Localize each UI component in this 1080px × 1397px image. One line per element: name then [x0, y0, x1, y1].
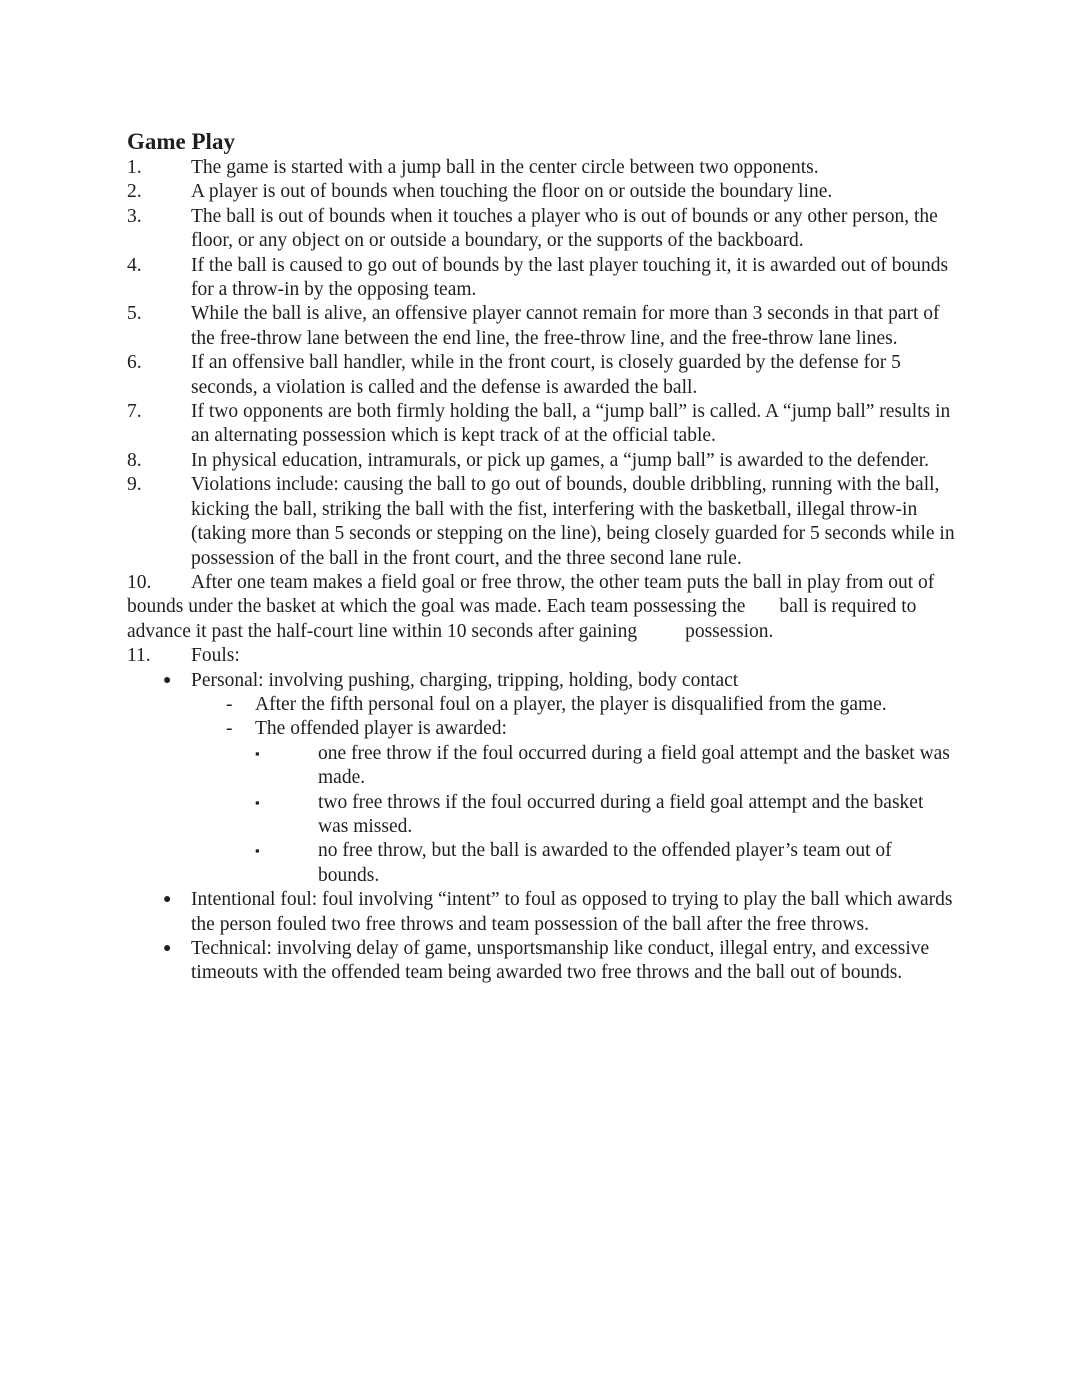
rule-number: 7.: [127, 401, 142, 423]
rule-number: 4.: [127, 254, 142, 276]
foul-bullet: [163, 888, 957, 937]
rule-number: 10.: [127, 571, 152, 593]
dash-icon: -: [226, 693, 233, 715]
rule-item-11: [127, 644, 957, 668]
sub-bullet-text: After the fifth personal foul on a player, the player is disqualified from the game.: [255, 693, 887, 715]
document-page: [127, 128, 957, 986]
foul-technical-text: Technical: involving delay of game, unsportsmanship like conduct, illegal entry, and excessive timeouts with the offended team being awarded two free throws and the ball out of bounds.: [191, 938, 930, 984]
award-text: no free throw, but the ball is awarded to the offended player’s team out of bounds.: [318, 840, 892, 886]
rule-text-continued: ball is required to advance it past the half-court line within 10 seconds after gaining: [127, 596, 917, 642]
rule-text: If an offensive ball handler, while in the front court, is closely guarded by the defense for 5 seconds, a violation is called and the defense is awarded the ball.: [191, 352, 901, 398]
foul-bullet: [163, 669, 957, 693]
rule-text: Fouls:: [191, 645, 240, 667]
rule-number: 6.: [127, 352, 142, 374]
rule-item: [127, 254, 957, 303]
square-bullet-icon: ▪: [255, 794, 260, 810]
rule-text: The ball is out of bounds when it touches a player who is out of bounds or any other person, the floor, or any object on or outside a boundary, or the supports of the backboard.: [191, 205, 938, 252]
award-text: two free throws if the foul occurred during a field goal attempt and the basket was missed.: [318, 791, 924, 837]
foul-personal-text: Personal: involving pushing, charging, tripping, holding, body contact: [191, 669, 739, 691]
foul-intentional-text: Intentional foul: foul involving “intent” to foul as opposed to trying to play the ball which awards the person fouled two free throws and team possession of the ball after the free throws.: [191, 889, 953, 935]
rule-item: [127, 180, 957, 204]
rule-number: 8.: [127, 449, 142, 471]
bullet-dot-icon: ●: [163, 672, 172, 688]
square-bullet-icon: ▪: [255, 843, 260, 859]
rule-item: [127, 400, 957, 449]
rule-number: 3.: [127, 205, 142, 227]
rule-item: [127, 156, 957, 180]
rule-number: 11.: [127, 645, 151, 667]
rule-text: Violations include: causing the ball to go out of bounds, double dribbling, running with the ball, kicking the ball, striking the ball with the fist, interfering with the basketball, illegal throw-in (taking more than 5 seconds or stepping on the line), being closely guarded for 5 seconds while in possession of the ball in the front court, and the three second lane rule.: [191, 474, 955, 569]
rule-text: A player is out of bounds when touching the floor on or outside the boundary line.: [191, 181, 833, 203]
rule-text: The game is started with a jump ball in the center circle between two opponents.: [191, 157, 819, 178]
rule-number: 1.: [127, 157, 142, 178]
sub-bullet: [226, 693, 957, 717]
award-text: one free throw if the foul occurred during a field goal attempt and the basket was made.: [318, 742, 950, 789]
rule-text: While the ball is alive, an offensive player cannot remain for more than 3 seconds in that part of the free-throw lane between the end line, the free-throw line, and the free-throw lane lines.: [191, 303, 940, 349]
rule-item: [127, 302, 957, 351]
rule-text: If two opponents are both firmly holding the ball, a “jump ball” is called. A “jump ball” results in an alternating possession which is kept track of at the official table.: [191, 401, 951, 447]
rule-text: After one team makes a field goal or free throw, the other team puts the ball in play from out of bounds under the basket at which the goal was made. Each team possessing the: [127, 571, 935, 618]
rule-number: 9.: [127, 474, 142, 496]
sub-bullet: [226, 717, 957, 741]
rule-item-10: [127, 571, 957, 644]
rule-text: If the ball is caused to go out of bounds by the last player touching it, it is awarded out of bounds for a throw-in by the opposing team.: [191, 254, 949, 301]
square-bullet-icon: ▪: [255, 745, 260, 761]
award-bullet: [255, 839, 957, 888]
rule-text: In physical education, intramurals, or pick up games, a “jump ball” is awarded to the defender.: [191, 449, 930, 471]
rule-item: [127, 205, 957, 254]
award-bullet: [255, 791, 957, 840]
dash-icon: -: [226, 718, 233, 740]
bullet-dot-icon: ●: [163, 892, 172, 908]
award-bullet: [255, 742, 957, 791]
rule-number: 5.: [127, 303, 142, 325]
page-title: Game Play: [127, 129, 235, 154]
rule-item: [127, 351, 957, 400]
rule-item: [127, 473, 957, 571]
rule-number: 2.: [127, 181, 142, 203]
rule-text-end: possession.: [685, 620, 774, 642]
bullet-dot-icon: ●: [163, 941, 172, 956]
sub-bullet-text: The offended player is awarded:: [255, 718, 507, 740]
rule-item: [127, 449, 957, 473]
foul-bullet: [163, 937, 957, 986]
